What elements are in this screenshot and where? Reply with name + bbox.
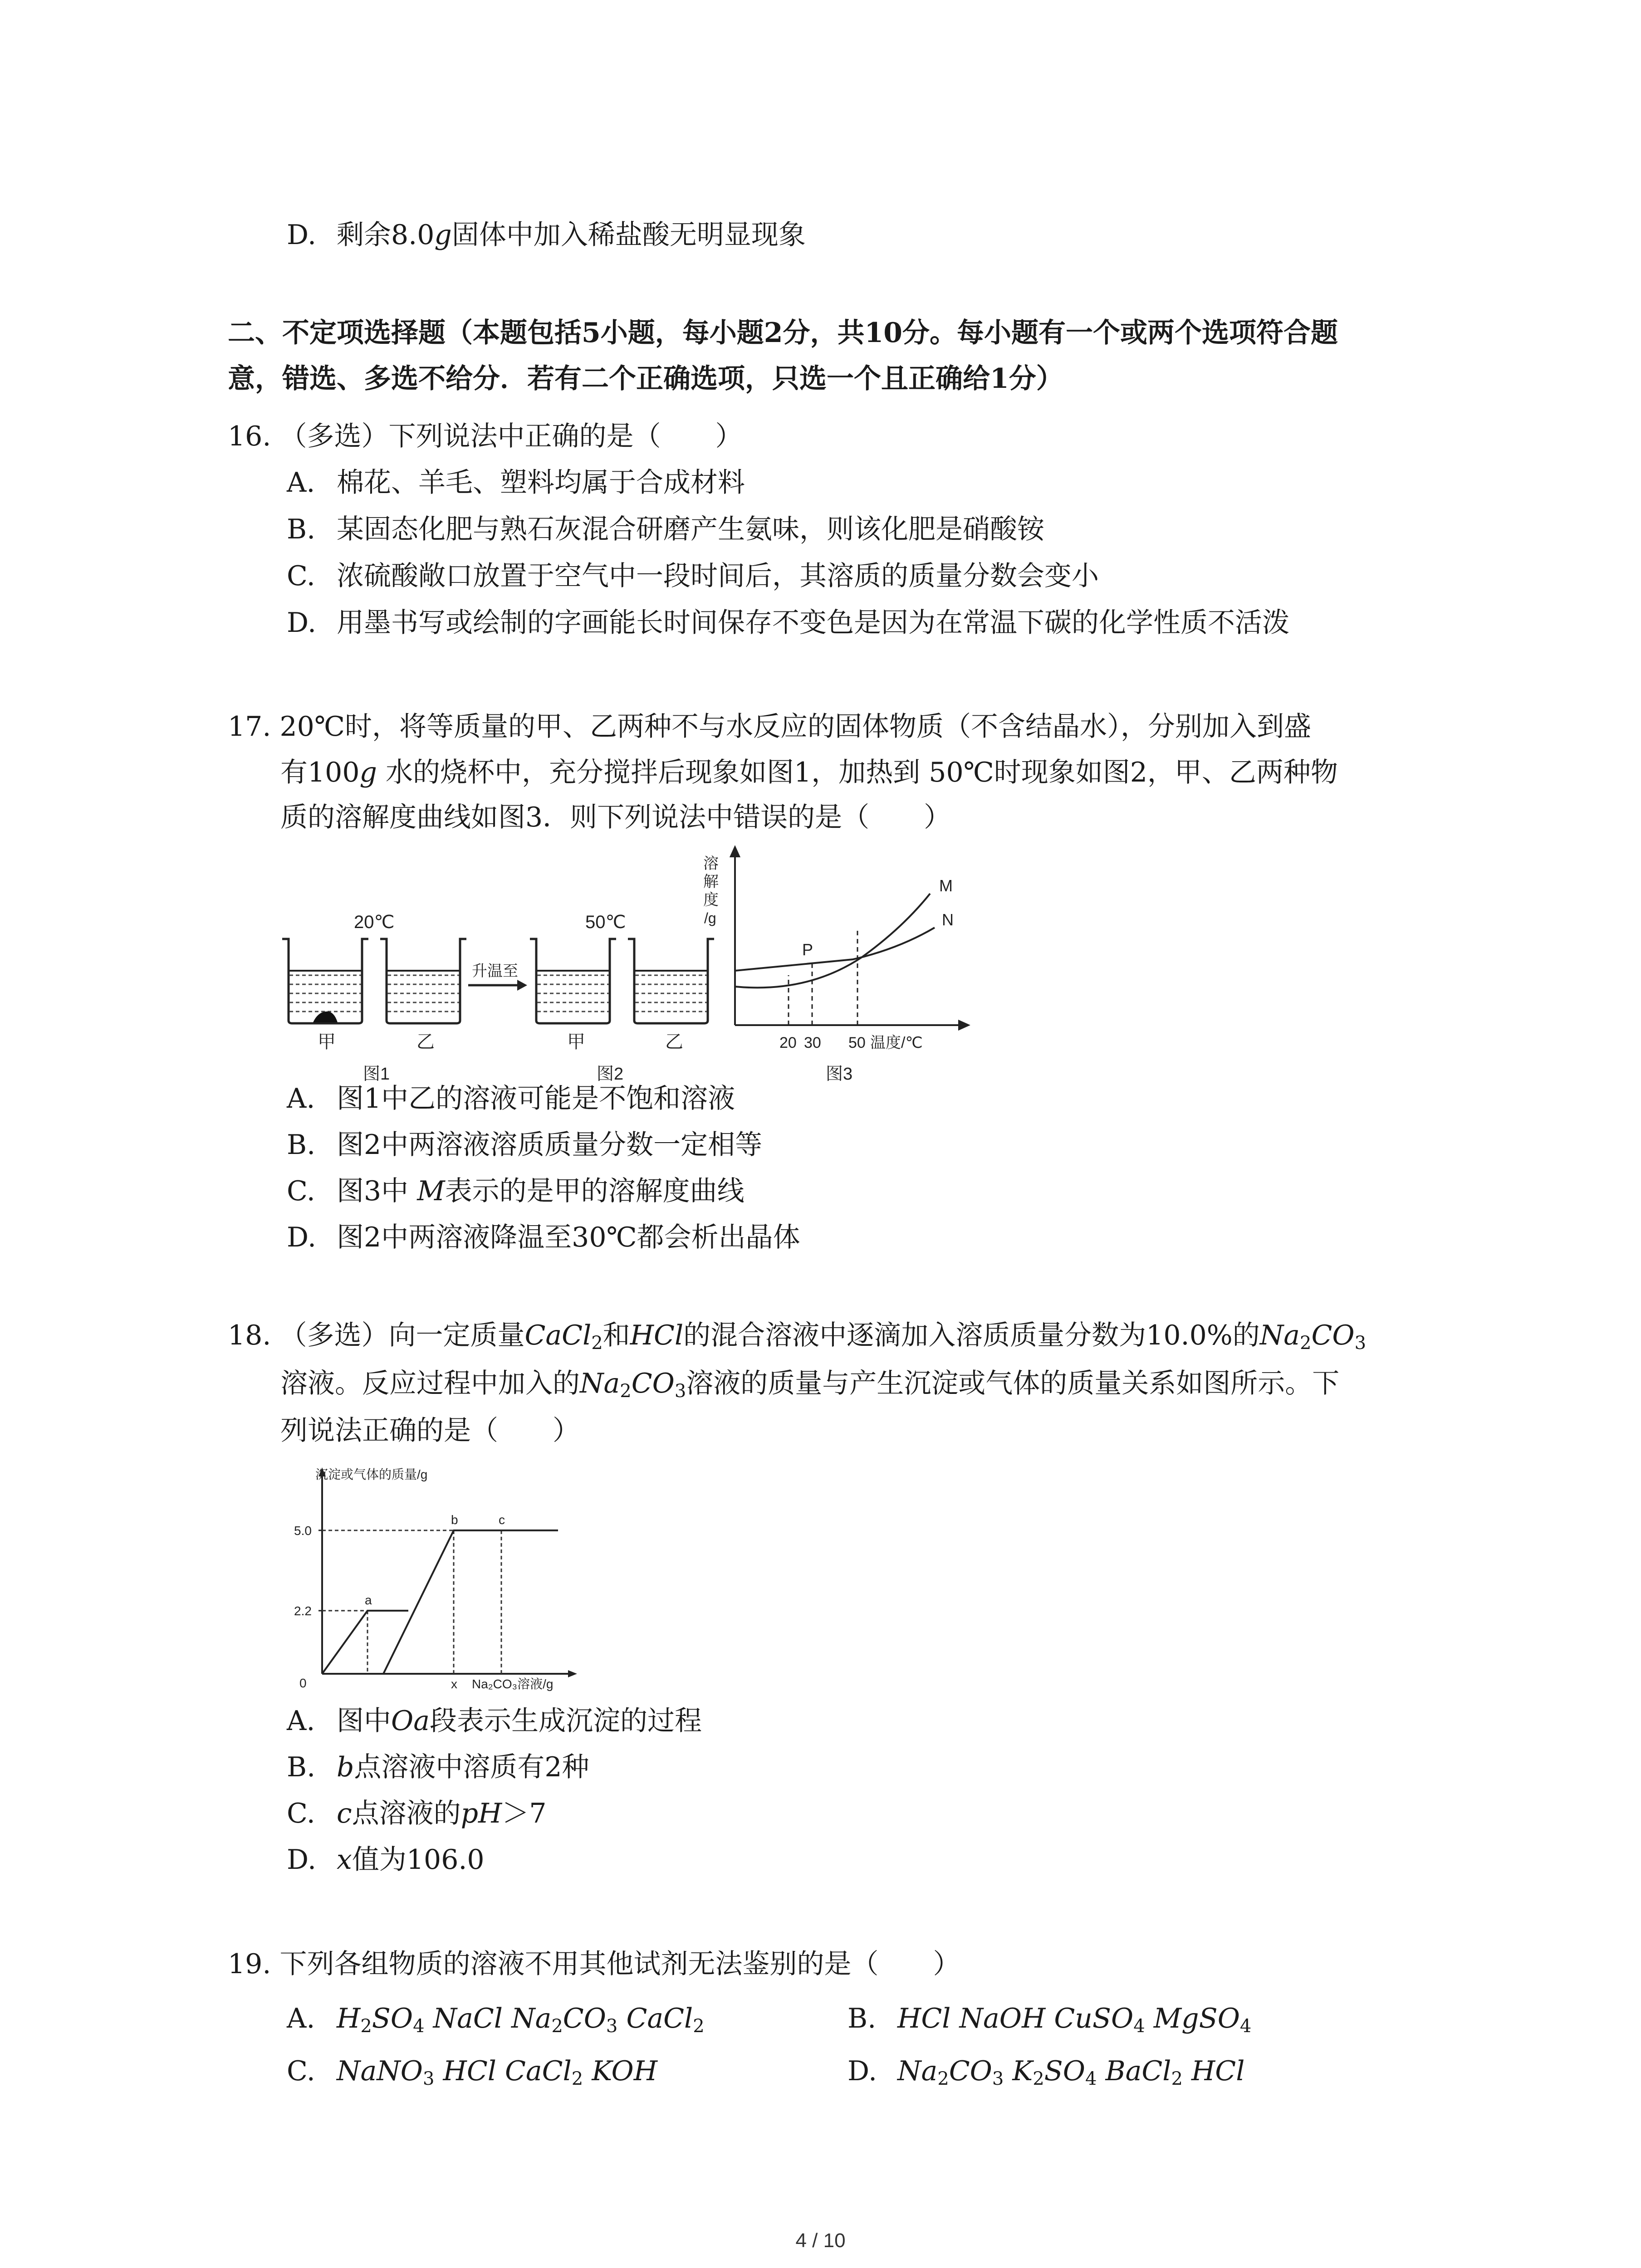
chart-series-precipitate-line: [383, 1530, 558, 1674]
q15-option-d: D. 剩余8.0g固体中加入稀盐酸无明显现象: [287, 219, 806, 251]
temp-label-20: 20℃: [354, 912, 395, 932]
chart-ytick-2.2: 2.2: [294, 1603, 312, 1618]
q17-option-b: B. 图2中两溶液溶质质量分数一定相等: [287, 1129, 763, 1161]
point-p-label: P: [802, 940, 813, 959]
tick-30: 30: [804, 1034, 821, 1051]
beaker-label-yi-2: 乙: [665, 1032, 683, 1052]
q17-option-d: D. 图2中两溶液降温至30℃都会析出晶体: [287, 1222, 800, 1253]
chart-x-arrow-icon: [568, 1670, 577, 1677]
q17-figure: [272, 844, 980, 1089]
curve-n: [735, 928, 935, 971]
q17-option-a: A. 图1中乙的溶液可能是不饱和溶液: [287, 1083, 735, 1114]
q18-chart: [290, 1461, 590, 1701]
q18-option-a: A. 图中Oa段表示生成沉淀的过程: [287, 1705, 702, 1737]
section-header-line1: 二、不定项选择题（本题包括5小题，每小题2分，共10分。每小题有一个或两个选项符合题: [228, 317, 1338, 349]
q17-stem-line2: 有100g 水的烧杯中，充分搅拌后现象如图1，加热到 50℃时现象如图2，甲、乙两种物: [280, 757, 1338, 788]
q17-stem-line1: 17. 20℃时，将等质量的甲、乙两种不与水反应的固体物质（不含结晶水），分别加入到盛: [228, 711, 1311, 743]
ylabel-char-3: 度: [703, 891, 719, 909]
q19-option-d: D. $Na_2CO_3$ $K_2SO_4$ BaCl$_2$ HCl: [847, 2055, 1245, 2089]
xlabel-temp: 温度/℃: [870, 1034, 923, 1051]
q16-option-d: D. 用墨书写或绘制的字画能长时间保存不变色是因为在常温下碳的化学性质不活泼: [287, 607, 1289, 639]
beaker-1: [282, 939, 368, 1023]
q17-option-c: C. 图3中 M表示的是甲的溶解度曲线: [287, 1175, 745, 1207]
q18-option-d: D. x值为106.0: [287, 1844, 485, 1876]
chart-series-gas-line: [322, 1611, 408, 1674]
chart-xlabel: Na₂CO₃溶液/g: [472, 1677, 554, 1691]
caption-fig3: 图3: [826, 1065, 853, 1084]
arrow-icon: [517, 980, 527, 991]
q18-stem-line2: 溶液。反应过程中加入的$Na_2CO_3$溶液的质量与产生沉淀或气体的质量关系如图所示。下: [280, 1368, 1340, 1402]
beaker-label-yi-1: 乙: [416, 1032, 435, 1052]
curve-m: [735, 894, 930, 987]
page-number: 4 / 10: [795, 2229, 846, 2252]
curve-n-label: N: [942, 910, 954, 929]
q16-option-c: C. 浓硫酸敞口放置于空气中一段时间后，其溶质的质量分数会变小: [287, 560, 1099, 592]
chart-point-a-label: a: [365, 1593, 372, 1607]
chart-x-marker-label: x: [451, 1677, 457, 1691]
caption-fig1: 图1: [363, 1065, 390, 1084]
q19-stem: 19. 下列各组物质的溶液不用其他试剂无法鉴别的是（ ）: [228, 1948, 960, 1980]
caption-fig2: 图2: [597, 1065, 624, 1084]
q19-option-b: B. HCl NaOH CuSO$_4$ MgSO$_4$: [847, 2003, 1252, 2037]
beaker-4: [628, 939, 714, 1023]
chart-point-c-label: c: [499, 1512, 505, 1527]
q18-option-b: B. b点溶液中溶质有2种: [287, 1751, 589, 1783]
undissolved-solid: [313, 1012, 338, 1022]
temp-label-50: 50℃: [585, 912, 626, 932]
q18-option-c: C. c点溶液的pH＞7: [287, 1798, 547, 1829]
q17-stem-line3: 质的溶解度曲线如图3．则下列说法中错误的是（ ）: [280, 802, 951, 833]
q18-stem-line1: 18. （多选）向一定质量CaCl$_2$和HCl的混合溶液中逐滴加入溶质质量分数为10.0%的$Na_2CO_3$: [228, 1320, 1367, 1354]
chart-point-b-label: b: [451, 1512, 458, 1527]
arrow-label: 升温至: [472, 963, 518, 980]
q16-option-a: A. 棉花、羊毛、塑料均属于合成材料: [287, 467, 745, 499]
chart-ytick-5.0: 5.0: [294, 1523, 312, 1538]
ylabel-char-1: 溶: [703, 855, 719, 872]
beaker-2: [380, 939, 466, 1023]
q19-option-a: A. $H_2SO_4$ NaCl $Na_2CO_3$ CaCl$_2$: [287, 2003, 705, 2037]
q16-option-b: B. 某固态化肥与熟石灰混合研磨产生氨味，则该化肥是硝酸铵: [287, 513, 1044, 545]
curve-m-label: M: [939, 876, 953, 895]
ylabel-char-2: 解: [703, 873, 719, 890]
beaker-3: [530, 939, 616, 1023]
q18-stem-line3: 列说法正确的是（ ）: [280, 1415, 580, 1447]
beaker-label-jia-1: 甲: [318, 1032, 336, 1052]
tick-50: 50: [848, 1034, 866, 1051]
tick-20: 20: [779, 1034, 797, 1051]
ylabel-char-4: /g: [704, 910, 716, 926]
q16-stem: 16. （多选）下列说法中正确的是（ ）: [228, 420, 743, 452]
chart-ylabel: 沉淀或气体的质量/g: [315, 1467, 428, 1481]
q19-option-c: C. NaNO$_3$ HCl CaCl$_2$ KOH: [287, 2055, 658, 2089]
beaker-label-jia-2: 甲: [567, 1032, 585, 1052]
section-header-line2: 意，错选、多选不给分．若有二个正确选项，只选一个且正确给1分）: [228, 363, 1063, 395]
chart-origin-label: 0: [299, 1676, 307, 1690]
